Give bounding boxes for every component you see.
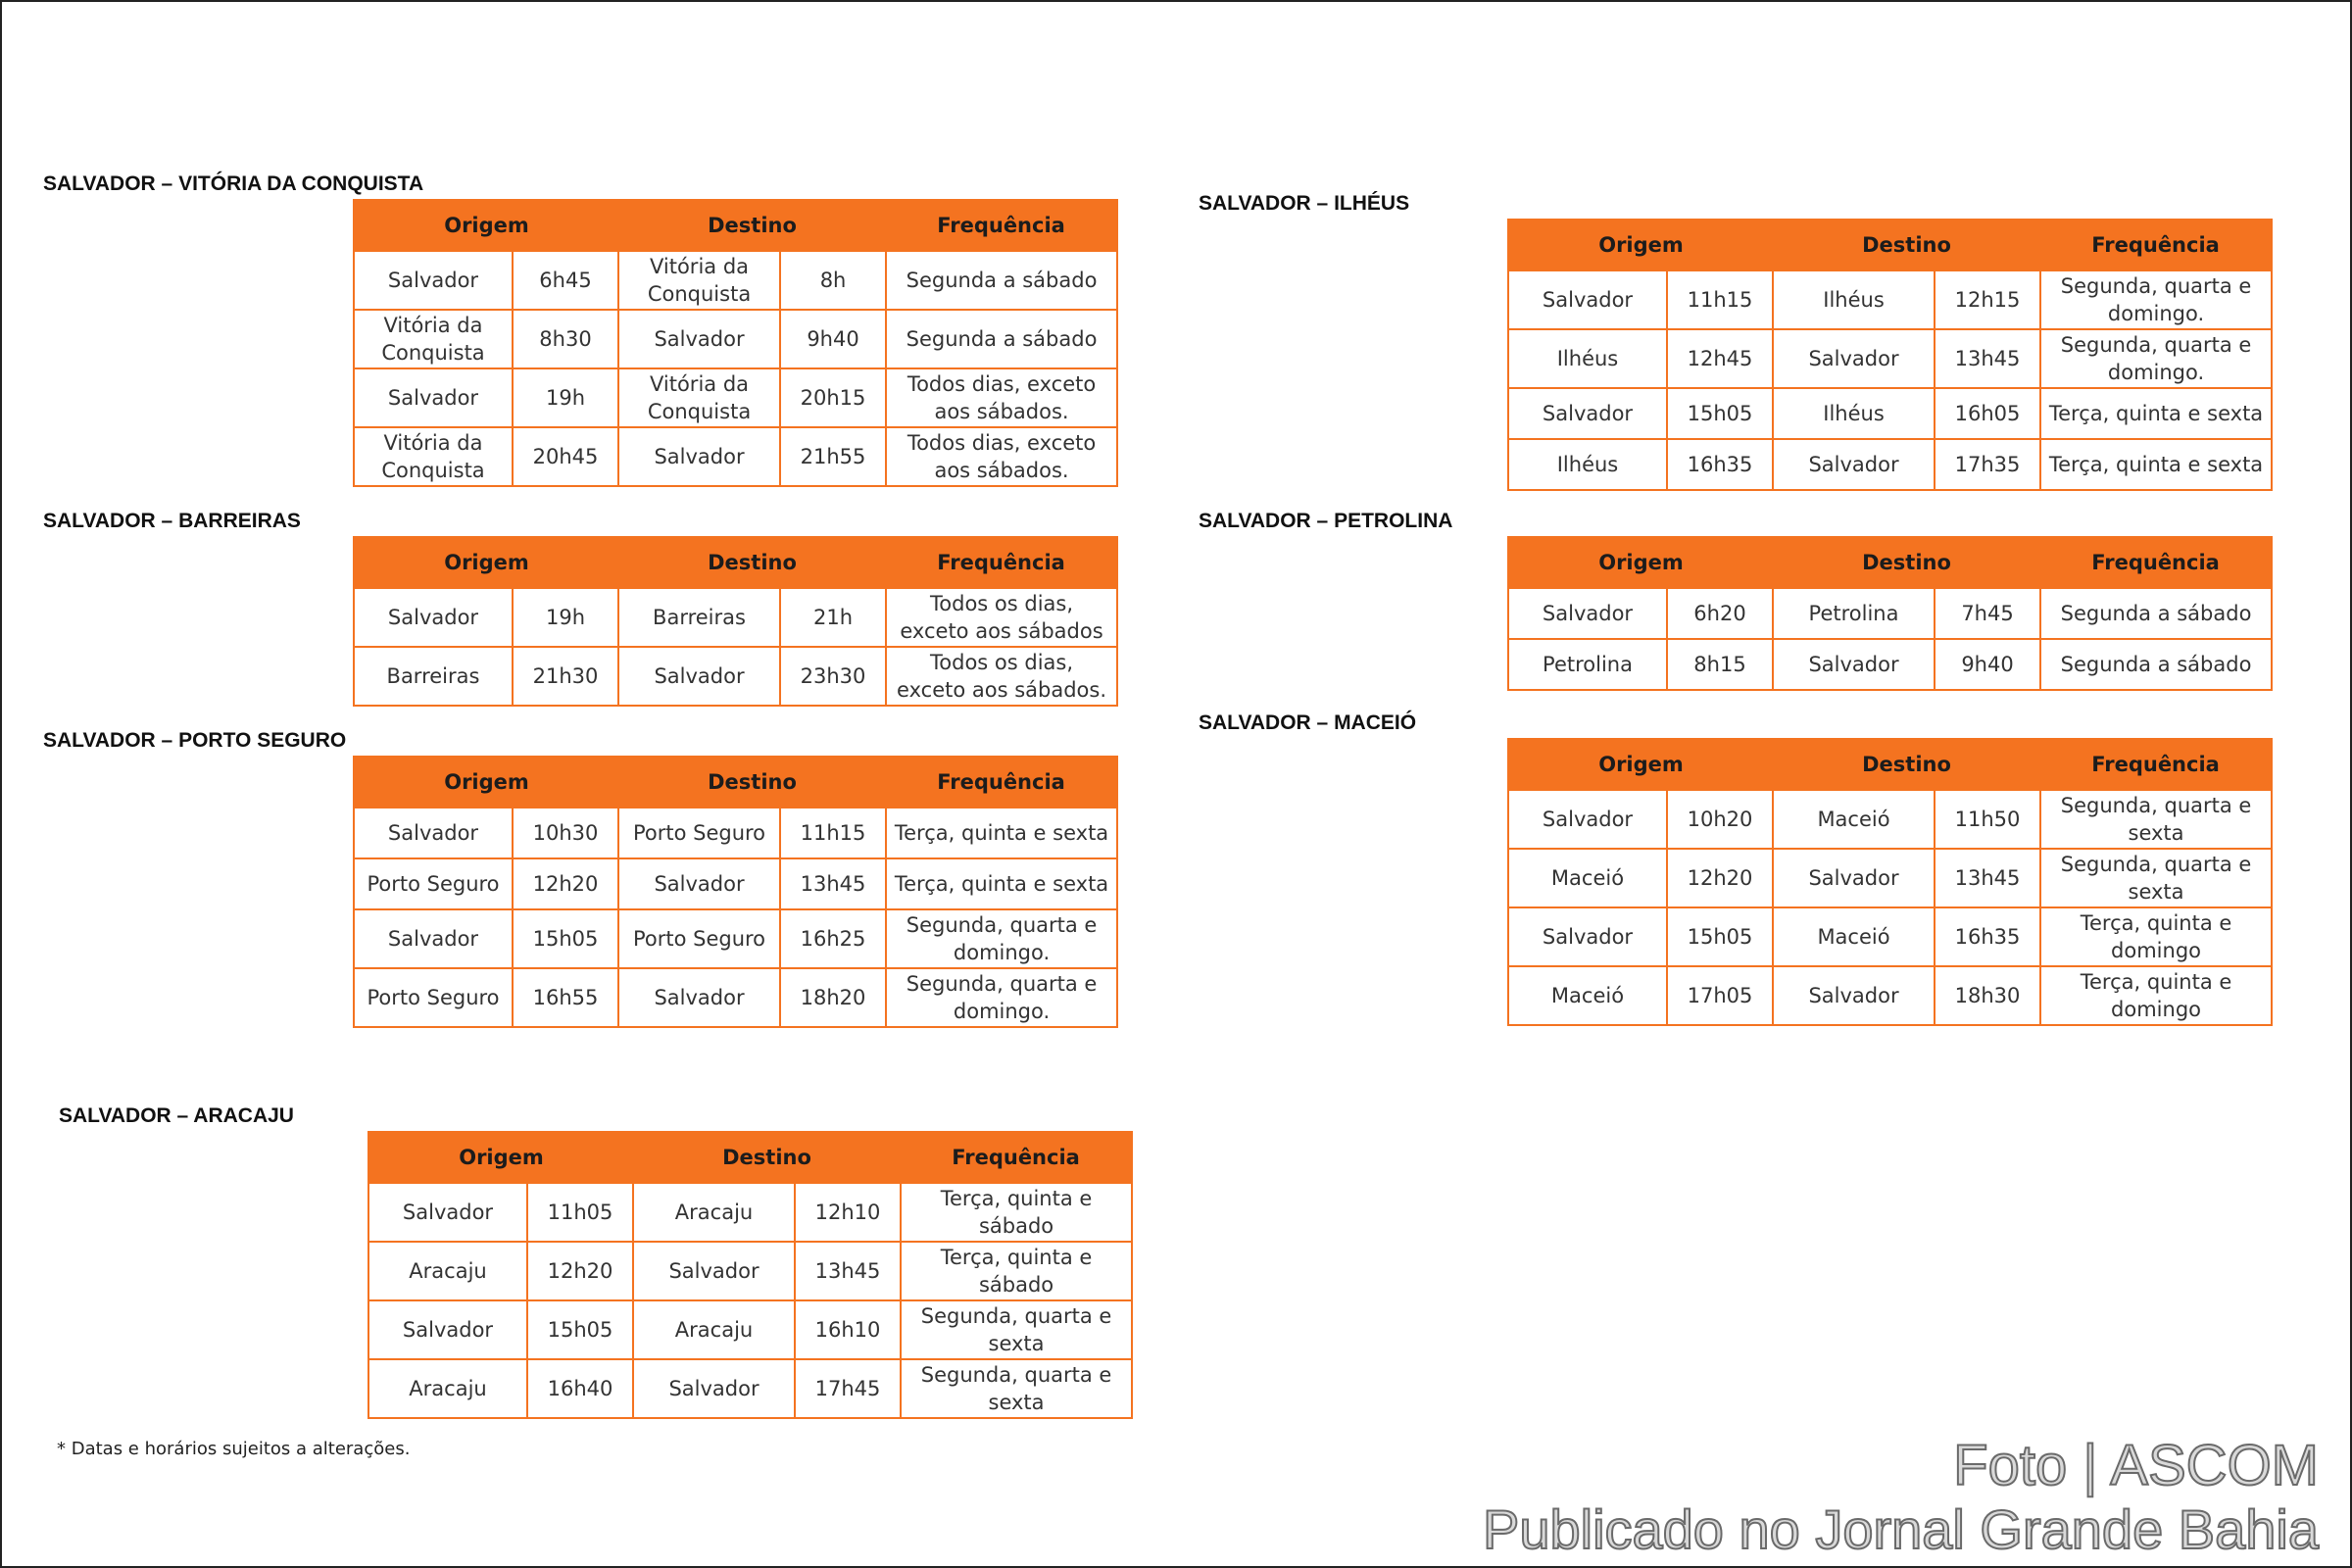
departure-time: 16h40	[527, 1359, 633, 1418]
arrival-time: 7h45	[1935, 588, 2040, 639]
origin-city: Salvador	[1508, 790, 1667, 849]
table-row	[1508, 439, 2272, 490]
frequency: Segunda, quarta e domingo.	[2040, 329, 2272, 388]
frequency: Terça, quinta e sábado	[901, 1183, 1132, 1242]
arrival-time: 21h55	[780, 427, 886, 486]
destination-city: Aracaju	[633, 1183, 795, 1242]
header-origem: Origem	[1508, 739, 1773, 790]
arrival-time: 13h45	[1935, 849, 2040, 907]
table-row	[368, 1359, 1132, 1418]
departure-time: 19h	[513, 588, 618, 647]
header-origem: Origem	[368, 1132, 633, 1183]
arrival-time: 16h05	[1935, 388, 2040, 439]
origin-city: Salvador	[354, 909, 513, 968]
destination-city: Salvador	[1773, 439, 1935, 490]
origin-city: Porto Seguro	[354, 968, 513, 1027]
table-row	[354, 310, 1117, 368]
frequency: Segunda, quarta e domingo.	[886, 968, 1117, 1027]
arrival-time: 8h	[780, 251, 886, 310]
destination-city: Maceió	[1773, 790, 1935, 849]
table-header-row	[1508, 537, 2272, 588]
destination-city: Salvador	[618, 858, 780, 909]
destination-city: Porto Seguro	[618, 909, 780, 968]
departure-time: 10h30	[513, 808, 618, 858]
arrival-time: 16h35	[1935, 907, 2040, 966]
header-origem: Origem	[1508, 537, 1773, 588]
destination-city: Aracaju	[633, 1300, 795, 1359]
origin-city: Salvador	[1508, 588, 1667, 639]
arrival-time: 13h45	[780, 858, 886, 909]
table-header-row	[1508, 220, 2272, 270]
departure-time: 15h05	[513, 909, 618, 968]
arrival-time: 23h30	[780, 647, 886, 706]
table-row	[354, 808, 1117, 858]
destination-city: Salvador	[1773, 966, 1935, 1025]
header-origem: Origem	[1508, 220, 1773, 270]
departure-time: 17h05	[1667, 966, 1773, 1025]
frequency: Todos dias, exceto aos sábados.	[886, 368, 1117, 427]
destination-city: Salvador	[633, 1242, 795, 1300]
departure-time: 8h15	[1667, 639, 1773, 690]
header-origem: Origem	[354, 757, 618, 808]
header-origem: Origem	[354, 537, 618, 588]
table-row	[354, 909, 1117, 968]
table-row	[354, 858, 1117, 909]
origin-city: Salvador	[368, 1300, 527, 1359]
table-row	[1508, 588, 2272, 639]
header-frequencia: Frequência	[901, 1132, 1132, 1183]
origin-city: Salvador	[354, 251, 513, 310]
frequency: Terça, quinta e sexta	[2040, 439, 2272, 490]
header-destino: Destino	[1773, 537, 2040, 588]
table-row	[354, 251, 1117, 310]
destination-city: Salvador	[1773, 849, 1935, 907]
departure-time: 21h30	[513, 647, 618, 706]
origin-city: Barreiras	[354, 647, 513, 706]
header-frequencia: Frequência	[886, 200, 1117, 251]
frequency: Todos dias, exceto aos sábados.	[886, 427, 1117, 486]
frequency: Segunda, quarta e domingo.	[886, 909, 1117, 968]
departure-time: 11h05	[527, 1183, 633, 1242]
header-destino: Destino	[1773, 739, 2040, 790]
departure-time: 15h05	[527, 1300, 633, 1359]
watermark-photo-credit: Foto | ASCOM	[1953, 1434, 2319, 1497]
frequency: Segunda, quarta e sexta	[901, 1300, 1132, 1359]
table-header-row	[1508, 739, 2272, 790]
origin-city: Salvador	[354, 368, 513, 427]
departure-time: 10h20	[1667, 790, 1773, 849]
frequency: Segunda, quarta e sexta	[2040, 849, 2272, 907]
frequency: Segunda a sábado	[886, 310, 1117, 368]
table-row	[1508, 639, 2272, 690]
header-frequencia: Frequência	[886, 537, 1117, 588]
arrival-time: 18h20	[780, 968, 886, 1027]
origin-city: Porto Seguro	[354, 858, 513, 909]
header-frequencia: Frequência	[2040, 537, 2272, 588]
arrival-time: 13h45	[795, 1242, 901, 1300]
route-title: SALVADOR – VITÓRIA DA CONQUISTA	[43, 172, 424, 195]
frequency: Terça, quinta e sábado	[901, 1242, 1132, 1300]
origin-city: Vitória da Conquista	[354, 310, 513, 368]
table-row	[354, 647, 1117, 706]
schedule-table	[353, 199, 1118, 487]
origin-city: Salvador	[368, 1183, 527, 1242]
header-frequencia: Frequência	[2040, 220, 2272, 270]
table-header-row	[354, 757, 1117, 808]
origin-city: Aracaju	[368, 1359, 527, 1418]
frequency: Segunda a sábado	[2040, 639, 2272, 690]
table-row	[354, 427, 1117, 486]
frequency: Todos os dias, exceto aos sábados	[886, 588, 1117, 647]
origin-city: Salvador	[1508, 270, 1667, 329]
destination-city: Vitória da Conquista	[618, 251, 780, 310]
departure-time: 8h30	[513, 310, 618, 368]
frequency: Terça, quinta e sexta	[2040, 388, 2272, 439]
frequency: Terça, quinta e domingo	[2040, 966, 2272, 1025]
table-row	[1508, 270, 2272, 329]
route-title: SALVADOR – ILHÉUS	[1199, 192, 1410, 215]
header-destino: Destino	[618, 757, 886, 808]
table-row	[1508, 388, 2272, 439]
origin-city: Salvador	[354, 588, 513, 647]
schedule-table	[1507, 738, 2273, 1026]
frequency: Terça, quinta e domingo	[2040, 907, 2272, 966]
destination-city: Salvador	[618, 968, 780, 1027]
arrival-time: 20h15	[780, 368, 886, 427]
table-row	[368, 1242, 1132, 1300]
departure-time: 20h45	[513, 427, 618, 486]
footnote: * Datas e horários sujeitos a alterações.	[57, 1439, 411, 1459]
origin-city: Petrolina	[1508, 639, 1667, 690]
frequency: Segunda, quarta e sexta	[2040, 790, 2272, 849]
frequency: Segunda a sábado	[886, 251, 1117, 310]
schedule-table	[1507, 536, 2273, 691]
schedule-table	[353, 536, 1118, 707]
departure-time: 16h55	[513, 968, 618, 1027]
frequency: Terça, quinta e sexta	[886, 808, 1117, 858]
table-row	[354, 368, 1117, 427]
table-header-row	[354, 200, 1117, 251]
arrival-time: 17h35	[1935, 439, 2040, 490]
header-origem: Origem	[354, 200, 618, 251]
schedule-table	[368, 1131, 1133, 1419]
frequency: Segunda, quarta e domingo.	[2040, 270, 2272, 329]
origin-city: Ilhéus	[1508, 439, 1667, 490]
destination-city: Salvador	[618, 427, 780, 486]
destination-city: Salvador	[618, 647, 780, 706]
table-header-row	[368, 1132, 1132, 1183]
arrival-time: 12h10	[795, 1183, 901, 1242]
arrival-time: 17h45	[795, 1359, 901, 1418]
origin-city: Salvador	[1508, 907, 1667, 966]
origin-city: Vitória da Conquista	[354, 427, 513, 486]
destination-city: Ilhéus	[1773, 270, 1935, 329]
origin-city: Maceió	[1508, 966, 1667, 1025]
route-title: SALVADOR – PETROLINA	[1199, 510, 1453, 532]
header-frequencia: Frequência	[2040, 739, 2272, 790]
arrival-time: 11h50	[1935, 790, 2040, 849]
frequency: Segunda, quarta e sexta	[901, 1359, 1132, 1418]
arrival-time: 11h15	[780, 808, 886, 858]
destination-city: Salvador	[1773, 639, 1935, 690]
table-row	[368, 1183, 1132, 1242]
departure-time: 15h05	[1667, 388, 1773, 439]
departure-time: 6h45	[513, 251, 618, 310]
header-frequencia: Frequência	[886, 757, 1117, 808]
frequency: Terça, quinta e sexta	[886, 858, 1117, 909]
destination-city: Maceió	[1773, 907, 1935, 966]
route-title: SALVADOR – BARREIRAS	[43, 510, 301, 532]
header-destino: Destino	[1773, 220, 2040, 270]
arrival-time: 9h40	[1935, 639, 2040, 690]
destination-city: Salvador	[1773, 329, 1935, 388]
table-row	[1508, 966, 2272, 1025]
route-title: SALVADOR – ARACAJU	[59, 1104, 294, 1127]
table-header-row	[354, 537, 1117, 588]
destination-city: Barreiras	[618, 588, 780, 647]
destination-city: Petrolina	[1773, 588, 1935, 639]
destination-city: Porto Seguro	[618, 808, 780, 858]
origin-city: Aracaju	[368, 1242, 527, 1300]
destination-city: Ilhéus	[1773, 388, 1935, 439]
header-destino: Destino	[618, 200, 886, 251]
header-destino: Destino	[633, 1132, 901, 1183]
arrival-time: 12h15	[1935, 270, 2040, 329]
departure-time: 12h20	[513, 858, 618, 909]
table-row	[354, 588, 1117, 647]
origin-city: Salvador	[354, 808, 513, 858]
departure-time: 6h20	[1667, 588, 1773, 639]
departure-time: 15h05	[1667, 907, 1773, 966]
table-row	[368, 1300, 1132, 1359]
departure-time: 12h45	[1667, 329, 1773, 388]
schedule-table	[1507, 219, 2273, 491]
arrival-time: 21h	[780, 588, 886, 647]
arrival-time: 16h25	[780, 909, 886, 968]
destination-city: Vitória da Conquista	[618, 368, 780, 427]
route-title: SALVADOR – MACEIÓ	[1199, 711, 1417, 734]
header-destino: Destino	[618, 537, 886, 588]
departure-time: 12h20	[1667, 849, 1773, 907]
destination-city: Salvador	[633, 1359, 795, 1418]
frequency: Segunda a sábado	[2040, 588, 2272, 639]
arrival-time: 16h10	[795, 1300, 901, 1359]
origin-city: Ilhéus	[1508, 329, 1667, 388]
schedule-table	[353, 756, 1118, 1028]
origin-city: Maceió	[1508, 849, 1667, 907]
table-row	[1508, 907, 2272, 966]
table-row	[354, 968, 1117, 1027]
departure-time: 19h	[513, 368, 618, 427]
departure-time: 16h35	[1667, 439, 1773, 490]
destination-city: Salvador	[618, 310, 780, 368]
arrival-time: 18h30	[1935, 966, 2040, 1025]
departure-time: 12h20	[527, 1242, 633, 1300]
origin-city: Salvador	[1508, 388, 1667, 439]
departure-time: 11h15	[1667, 270, 1773, 329]
frequency: Todos os dias, exceto aos sábados.	[886, 647, 1117, 706]
table-row	[1508, 329, 2272, 388]
arrival-time: 13h45	[1935, 329, 2040, 388]
table-row	[1508, 849, 2272, 907]
table-row	[1508, 790, 2272, 849]
watermark-publisher: Publicado no Jornal Grande Bahia	[1482, 1498, 2319, 1560]
arrival-time: 9h40	[780, 310, 886, 368]
route-title: SALVADOR – PORTO SEGURO	[43, 729, 347, 752]
